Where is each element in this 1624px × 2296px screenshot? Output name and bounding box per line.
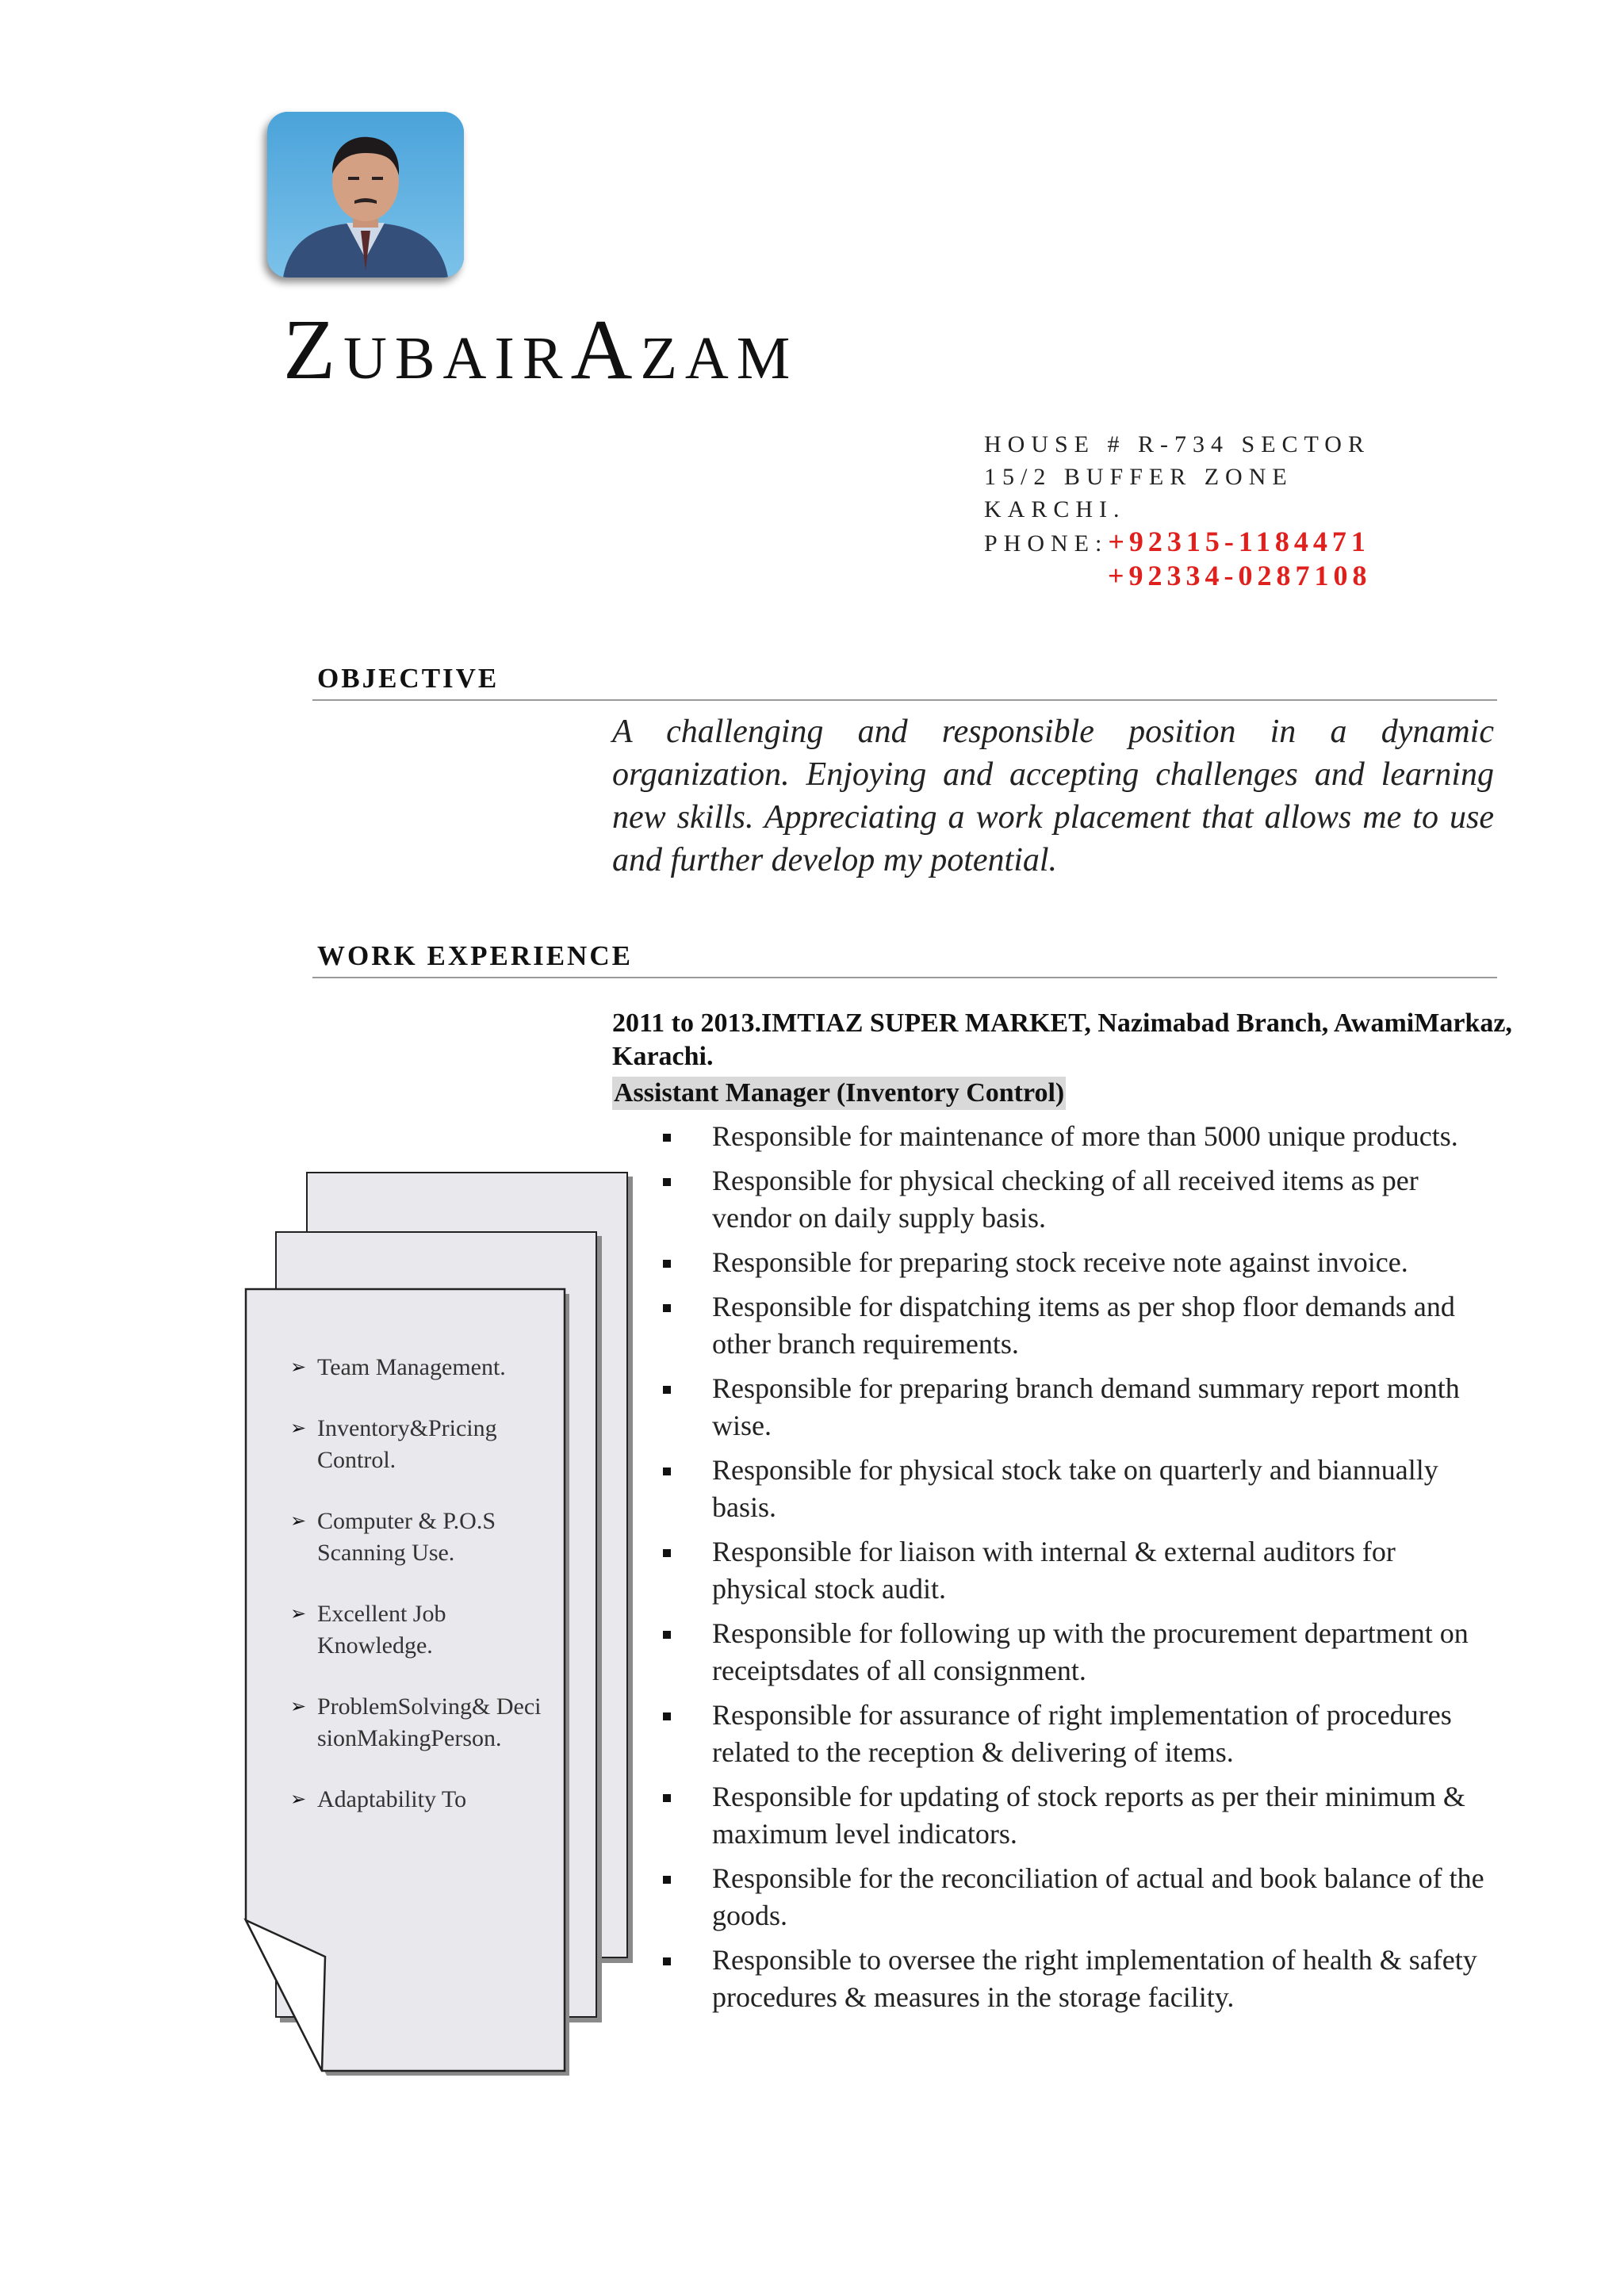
work-experience-heading: WORK EXPERIENCE: [317, 940, 633, 971]
list-item: ➢ ProblemSolving& DecisionMakingPerson.: [290, 1691, 544, 1755]
phone-label: PHONE:: [984, 530, 1109, 557]
profile-photo: [267, 112, 464, 277]
list-item: Responsible for maintenance of more than 5000 unique products.: [663, 1118, 1488, 1155]
arrowhead-bullet-icon: ➢: [290, 1511, 307, 1532]
name-last-rest: ZAM: [640, 325, 799, 392]
candidate-name: [283, 301, 798, 400]
arrowhead-bullet-icon: ➢: [290, 1357, 307, 1378]
list-item: ➢ Computer & P.O.S Scanning Use.: [290, 1506, 544, 1569]
job-role: Assistant Manager (Inventory Control): [612, 1077, 1066, 1110]
list-item: Responsible for physical stock take on quarterly and biannually basis.: [663, 1452, 1488, 1526]
address-line: HOUSE # R-734 SECTOR: [984, 431, 1370, 457]
list-item: ➢ Team Management.: [290, 1352, 544, 1383]
skills-list: [290, 1352, 544, 1845]
list-item: Responsible for following up with the procurement department on receiptsdates of all consignment.: [663, 1615, 1488, 1689]
address-line: 15/2 BUFFER ZONE: [984, 464, 1293, 490]
list-item: Responsible for the reconciliation of actual and book balance of the goods.: [663, 1860, 1488, 1934]
work-experience-divider: [312, 977, 1497, 978]
list-item: Responsible for preparing stock receive note against invoice.: [663, 1244, 1488, 1281]
job-heading: 2011 to 2013.IMTIAZ SUPER MARKET, Nazimabad Branch, AwamiMarkaz, Karachi.: [612, 1008, 1512, 1071]
arrowhead-bullet-icon: ➢: [290, 1697, 307, 1717]
objective-heading: OBJECTIVE: [317, 663, 500, 694]
arrowhead-bullet-icon: ➢: [290, 1789, 307, 1810]
list-item: Responsible to oversee the right implementation of health & safety procedures & measures in the storage facility.: [663, 1942, 1488, 2016]
arrowhead-bullet-icon: ➢: [290, 1604, 307, 1624]
list-item: Responsible for dispatching items as per shop floor demands and other branch requirements.: [663, 1288, 1488, 1363]
objective-text: A challenging and responsible position in a dynamic organization. Enjoying and accepting challenges and learning new skills. Appreciating a work placement that allows me to use and further develop my potential.: [612, 714, 1494, 878]
list-item: Responsible for assurance of right implementation of procedures related to the reception & delivering of items.: [663, 1697, 1488, 1771]
phone-number-secondary: +92334-0287108: [1108, 560, 1372, 591]
name-first-rest: UBAIR: [343, 325, 571, 392]
arrowhead-bullet-icon: ➢: [290, 1418, 307, 1439]
list-item: Responsible for liaison with internal & external auditors for physical stock audit.: [663, 1533, 1488, 1608]
list-item: Responsible for updating of stock reports as per their minimum & maximum level indicators.: [663, 1778, 1488, 1853]
person-portrait-icon: [267, 112, 464, 277]
contact-block: [984, 428, 1372, 594]
name-last-initial: A: [570, 303, 641, 397]
address-line: KARCHI.: [984, 496, 1126, 522]
phone-number-primary: +92315-1184471: [1108, 526, 1370, 557]
name-first-initial: Z: [283, 303, 343, 397]
list-item: ➢ Inventory&Pricing Control.: [290, 1413, 544, 1476]
list-item: Responsible for physical checking of all received items as per vendor on daily supply basis.: [663, 1162, 1488, 1237]
list-item: Responsible for preparing branch demand summary report month wise.: [663, 1370, 1488, 1445]
duties-list: [663, 1118, 1488, 2023]
objective-divider: [312, 699, 1497, 701]
list-item: ➢ Excellent Job Knowledge.: [290, 1598, 544, 1662]
phone-row: [984, 526, 1372, 560]
list-item: ➢ Adaptability To: [290, 1784, 544, 1816]
phone-row: [984, 560, 1372, 594]
